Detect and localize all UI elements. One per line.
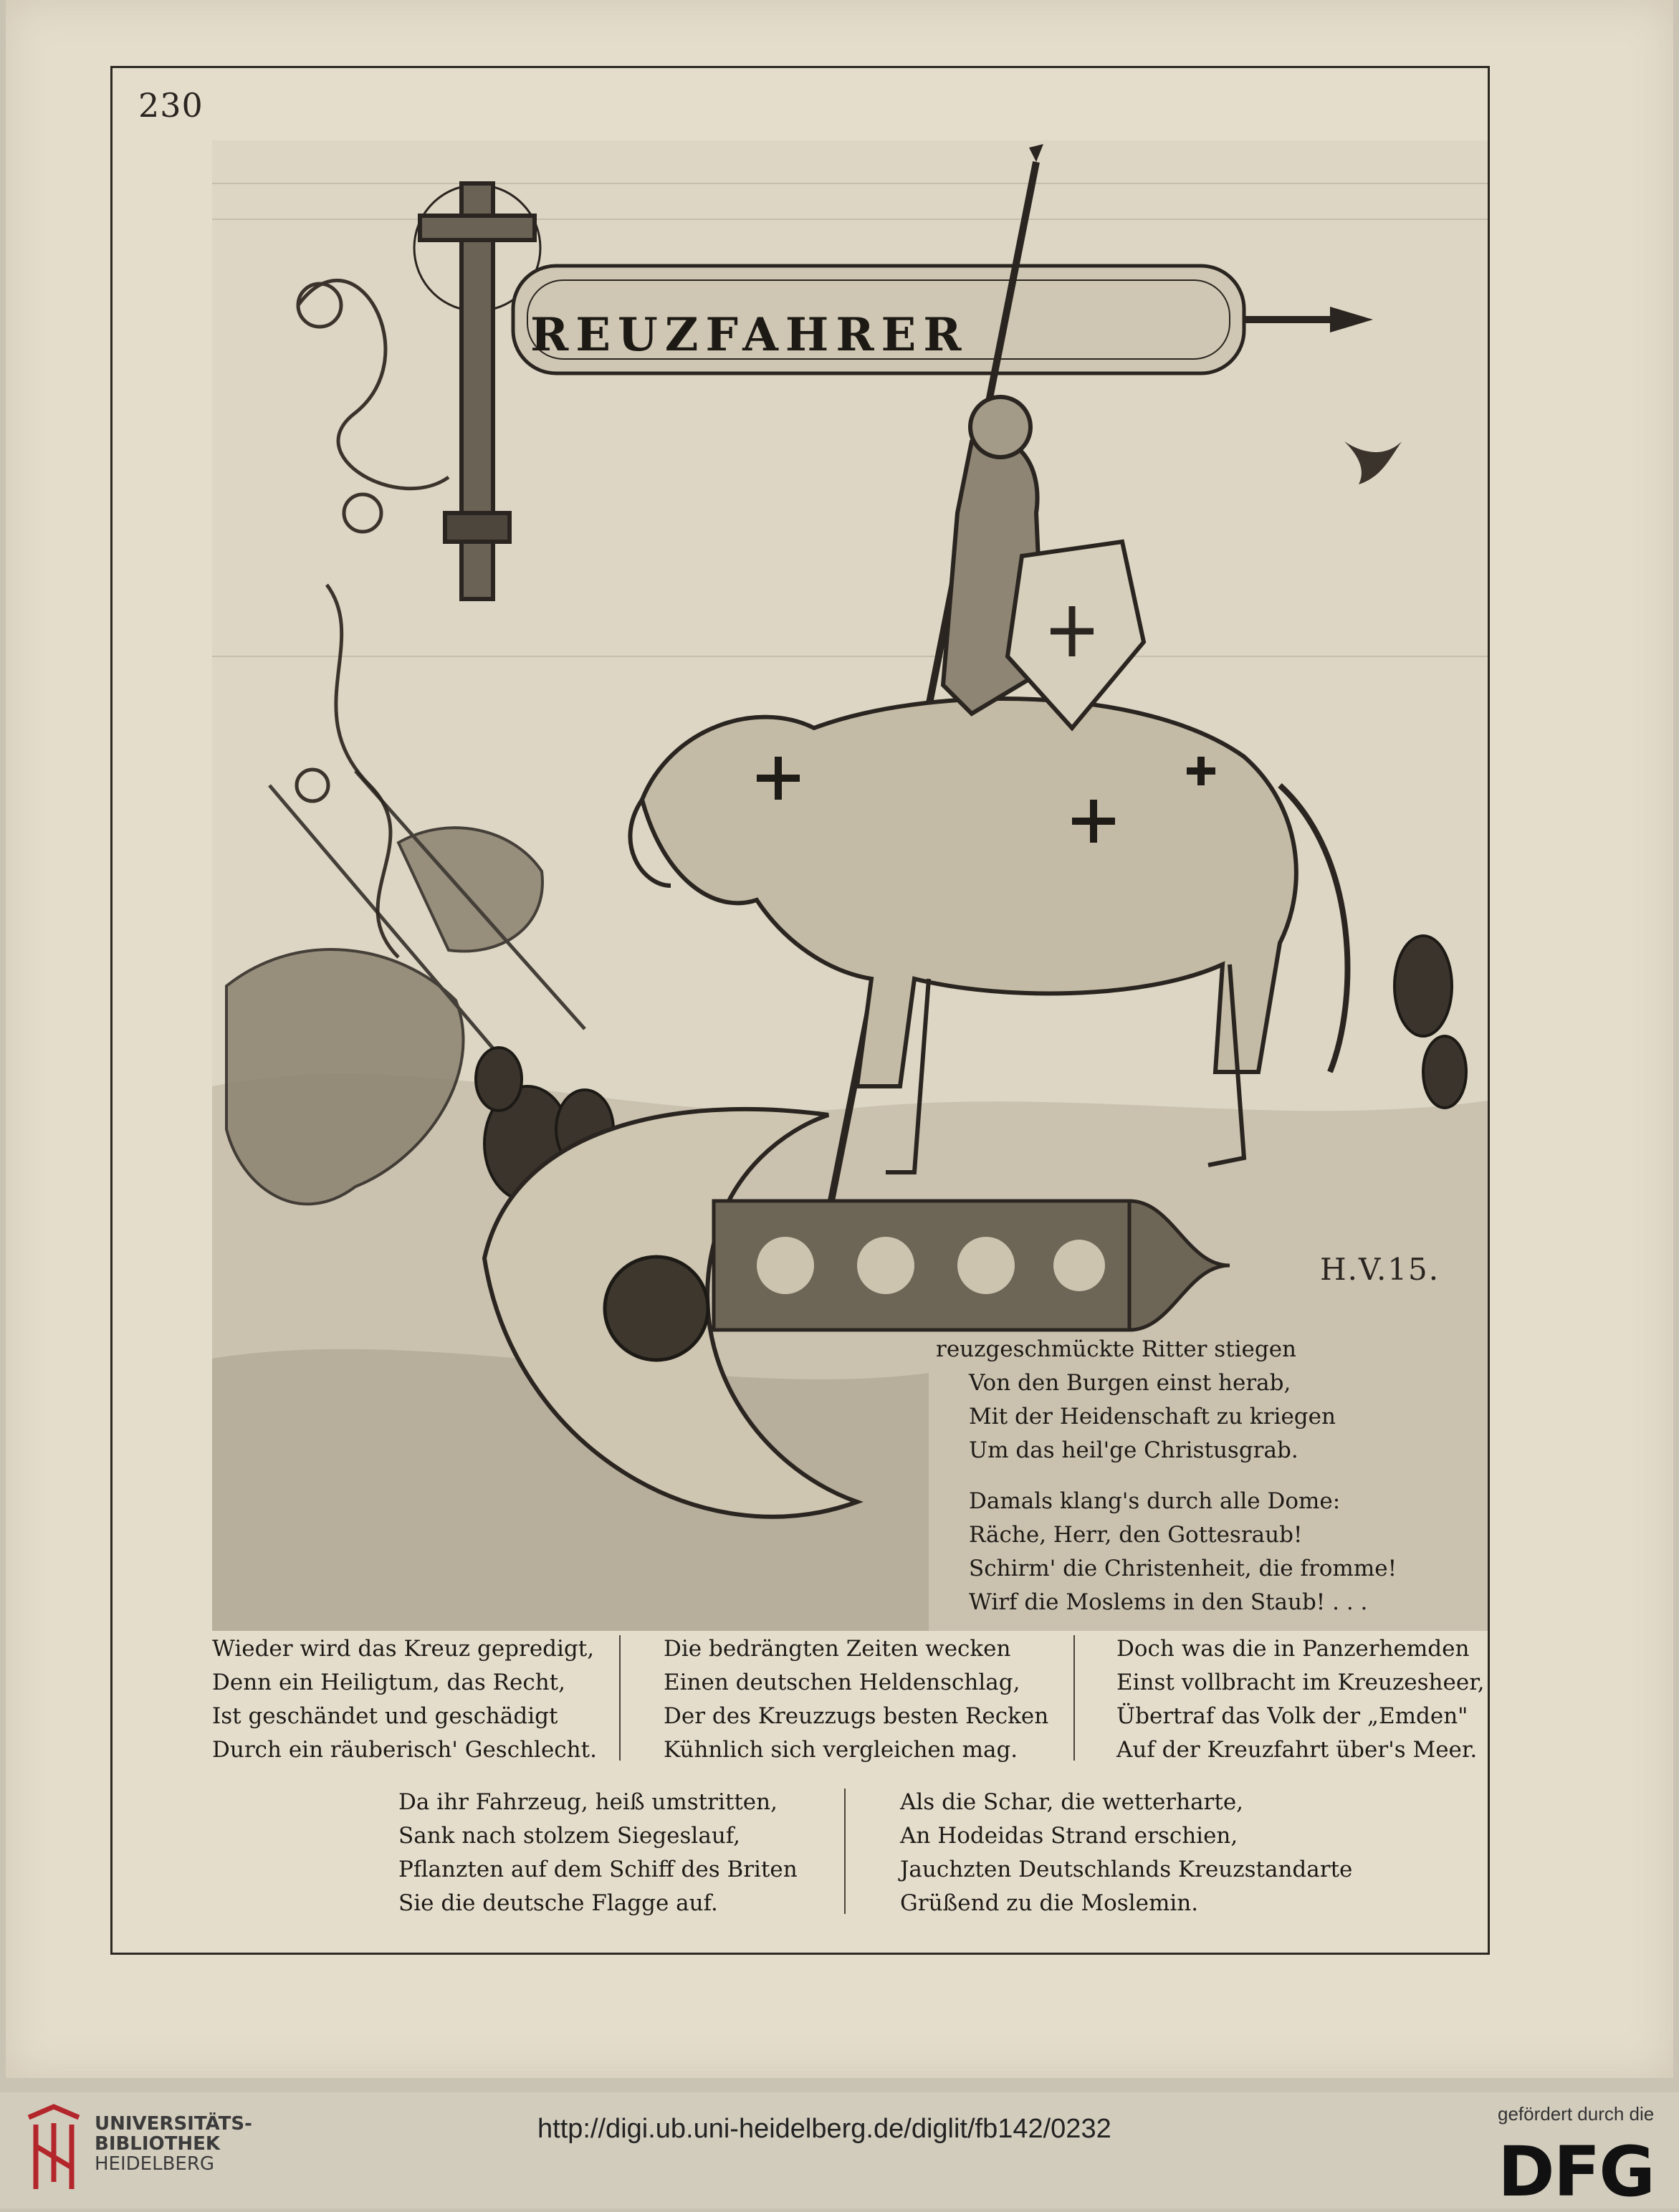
poem-line: Einst vollbracht im Kreuzesheer, (1116, 1670, 1485, 1695)
poem-line: Von den Burgen einst herab, (969, 1370, 1291, 1396)
university-library-name (95, 2114, 252, 2174)
stanza-1 (936, 1333, 1336, 1468)
library-name-line: UNIVERSITÄTS- (95, 2113, 252, 2135)
dfg-logo: DFG (1498, 2132, 1655, 2212)
poem-line: Um das heil'ge Christusgrab. (969, 1437, 1298, 1463)
poem-line: Pflanzten auf dem Schiff des Briten (398, 1857, 798, 1882)
poem-line: Räche, Herr, den Gottesraub! (969, 1522, 1303, 1548)
poem-line: Wieder wird das Kreuz gepredigt, (212, 1636, 595, 1662)
funding-caption: gefördert durch die (1498, 2103, 1655, 2125)
stanza-5 (1116, 1632, 1484, 1767)
poem-line: Denn ein Heiligtum, das Recht, (212, 1670, 565, 1695)
poem-line: Da ihr Fahrzeug, heiß umstritten, (398, 1789, 778, 1815)
library-name-line: HEIDELBERG (95, 2153, 215, 2175)
poem-line: An Hodeidas Strand erschien, (900, 1823, 1238, 1849)
column-divider (844, 1789, 846, 1914)
poem-line: Doch was die in Panzerhemden (1116, 1636, 1470, 1662)
ornamental-strip (714, 1201, 1230, 1330)
column-divider (619, 1635, 621, 1761)
poem-line: Einen deutschen Heldenschlag, (664, 1670, 1020, 1695)
column-divider (1073, 1635, 1075, 1761)
poem-line: Sie die deutsche Flagge auf. (398, 1890, 718, 1916)
artist-signature: H.V.15. (1320, 1252, 1440, 1287)
poem-line: Jauchzten Deutschlands Kreuzstandarte (900, 1857, 1353, 1882)
poem-line: Sank nach stolzem Siegeslauf, (398, 1823, 741, 1849)
poem-line: Auf der Kreuzfahrt über's Meer. (1116, 1737, 1478, 1763)
poem-line: reuzgeschmückte Ritter stiegen (936, 1336, 1297, 1362)
source-url-link[interactable]: http://digi.ub.uni-heidelberg.de/diglit/fb142/0232 (537, 2114, 1111, 2144)
poem-line: Durch ein räuberisch' Geschlecht. (212, 1737, 597, 1763)
page-number: 230 (138, 86, 204, 125)
stanza-7 (900, 1786, 1352, 1920)
stanza-4 (664, 1632, 1048, 1767)
poem-line: Übertraf das Volk der „Emden" (1116, 1703, 1468, 1729)
university-library-logo-icon (21, 2103, 86, 2193)
poem-line: Mit der Heidenschaft zu kriegen (969, 1404, 1336, 1430)
poem-line: Der des Kreuzzugs besten Recken (664, 1703, 1049, 1729)
poem-line: Als die Schar, die wetterharte, (900, 1789, 1244, 1815)
poem-line: Schirm' die Christenheit, die fromme! (969, 1556, 1397, 1581)
library-name-line: BIBLIOTHEK (95, 2133, 221, 2155)
illustration-title: REUZFAHRER (530, 308, 969, 362)
stanza-2 (969, 1485, 1397, 1619)
poem-line: Kühnlich sich vergleichen mag. (664, 1737, 1018, 1763)
poem-line: Ist geschändet und geschädigt (212, 1703, 558, 1729)
stanza-6 (398, 1786, 798, 1920)
poem-line: Grüßend zu die Moslemin. (900, 1890, 1199, 1916)
stanza-3 (212, 1632, 597, 1767)
poem-line: Die bedrängten Zeiten wecken (664, 1636, 1011, 1662)
poem-line: Wirf die Moslems in den Staub! . . . (969, 1589, 1368, 1615)
poem-line: Damals klang's durch alle Dome: (969, 1488, 1341, 1514)
